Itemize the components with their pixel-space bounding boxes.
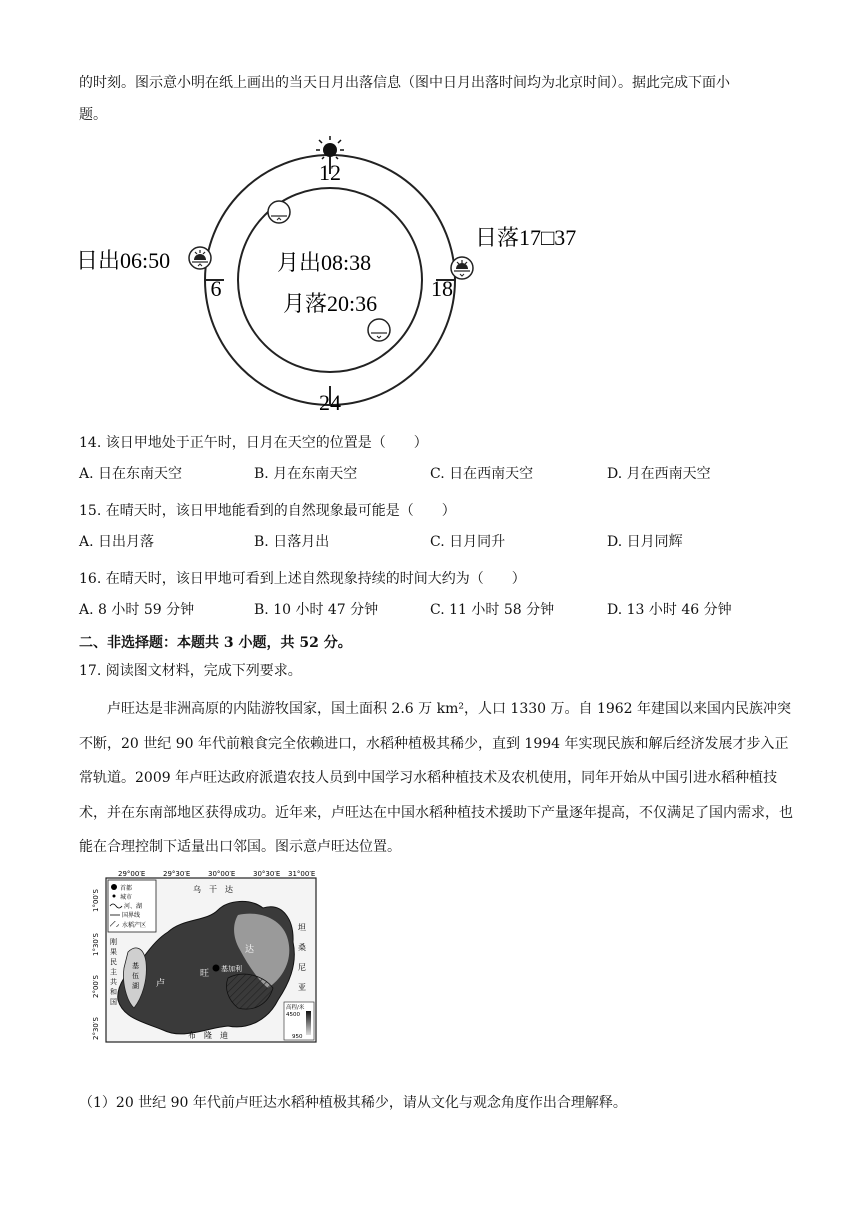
moonset-icon	[368, 319, 390, 341]
section-2-heading: 二、非选择题：本题共 3 小题，共 52 分。	[79, 635, 352, 651]
question-17-stem: 17. 阅读图文材料，完成下列要求。	[79, 663, 302, 679]
label-kigali: 基加利	[221, 965, 242, 973]
svg-text:伍: 伍	[132, 972, 139, 980]
lon-label-1: 29°00′E	[118, 870, 146, 878]
q16-option-b[interactable]: B. 10 小时 47 分钟	[254, 602, 379, 618]
lon-label-4: 30°30′E	[253, 870, 281, 878]
sun-moon-diagram	[70, 134, 630, 416]
intro-line-2: 题。	[79, 107, 107, 123]
q14-option-c[interactable]: C. 日在西南天空	[430, 466, 534, 482]
label-rwanda-1: 达	[245, 945, 255, 955]
lon-label-5: 31°00′E	[288, 870, 316, 878]
moonrise-icon	[268, 201, 290, 223]
lat-label-4: 2°30′S	[92, 1017, 100, 1040]
q15-option-b[interactable]: B. 日落月出	[254, 534, 330, 550]
moonset-label: 月落20:36	[283, 291, 378, 316]
moon-orbit-circle	[238, 188, 422, 372]
sunrise-icon	[189, 247, 211, 269]
legend-city-icon	[113, 895, 116, 898]
label-lake-kivu	[132, 961, 139, 990]
elevation-scale-bar	[306, 1011, 311, 1035]
lat-label-3: 2°00′S	[92, 975, 100, 998]
lon-label-3: 30°00′E	[208, 870, 236, 878]
rwanda-location-map	[88, 870, 320, 1046]
hour-label-18: 18	[431, 276, 453, 301]
question-15-stem: 15. 在晴天时，该日甲地能看到的自然现象最可能是（ ）	[79, 503, 456, 519]
question-17-sub-1: （1）20 世纪 90 年代前卢旺达水稻种植极其稀少，请从文化与观念角度作出合理解释。	[79, 1095, 627, 1111]
sunset-icon	[451, 257, 473, 279]
sunrise-label: 日出06:50	[76, 248, 171, 273]
svg-text:基: 基	[132, 962, 139, 970]
label-uganda: 乌 干 达	[193, 885, 233, 894]
svg-text:尼: 尼	[298, 963, 306, 972]
lon-label-2: 29°30′E	[163, 870, 191, 878]
q14-option-d[interactable]: D. 月在西南天空	[607, 466, 711, 482]
sunset-label: 日落17□37	[475, 225, 577, 250]
question-17-passage: 卢旺达是非洲高原的内陆游牧国家，国土面积 2.6 万 km²，人口 1330 万。自 1962 年建国以来国内民族冲突不断，20 世纪 90 年代前粮食完全依赖进口，水稻种植极其稀少，直到 1994 年实现民族和解后经济发展才步入正常轨道。2009 年卢旺达政府派遣农技人员到中国学习水稻种植技术及农机使用，同年开始从中国引进水稻种植技术，并在东南部地区获得成功。近年来，卢旺达在中国水稻种植技术援助下产量逐年提高，不仅满足了国内需求，也能在合理控制下适量出口邻国。图示意卢旺达位置。	[79, 701, 793, 856]
lat-label-2: 1°30′S	[92, 933, 100, 956]
svg-text:主: 主	[110, 968, 117, 976]
question-16-stem: 16. 在晴天时，该日甲地可看到上述自然现象持续的时间大约为（ ）	[79, 571, 526, 587]
q15-option-a[interactable]: A. 日出月落	[79, 534, 155, 550]
svg-text:亚: 亚	[298, 983, 306, 992]
svg-text:刚: 刚	[110, 938, 117, 946]
svg-text:共: 共	[110, 978, 117, 986]
legend-capital-icon	[111, 884, 117, 890]
q14-option-a[interactable]: A. 日在东南天空	[79, 466, 183, 482]
question-14-stem: 14. 该日甲地处于正午时，日月在天空的位置是（ ）	[79, 435, 428, 451]
q16-option-d[interactable]: D. 13 小时 46 分钟	[607, 602, 732, 618]
svg-text:果: 果	[110, 948, 117, 956]
label-rwanda-2: 旺	[200, 969, 210, 979]
q16-option-a[interactable]: A. 8 小时 59 分钟	[79, 602, 195, 618]
label-burundi: 布 隆 迪	[188, 1031, 228, 1040]
legend-rice: 水稻产区	[122, 922, 147, 929]
svg-text:坦: 坦	[298, 923, 306, 932]
label-rwanda-3: 卢	[156, 979, 166, 989]
legend-rice-icon	[110, 921, 119, 927]
elevation-max: 4500	[286, 1012, 300, 1018]
elevation-min: 950	[292, 1034, 303, 1040]
intro-line-1: 的时刻。图示意小明在纸上画出的当天日月出落信息（图中日月出落时间均为北京时间）。据此完成下面小	[79, 75, 730, 91]
q15-option-c[interactable]: C. 日月同升	[430, 534, 506, 550]
q16-option-c[interactable]: C. 11 小时 58 分钟	[430, 602, 555, 618]
question-16-options	[79, 599, 799, 627]
svg-text:民: 民	[110, 958, 117, 966]
label-drc	[110, 937, 117, 1006]
hour-label-6: 6	[210, 276, 222, 301]
capital-marker-icon	[213, 965, 220, 972]
q14-option-b[interactable]: B. 月在东南天空	[254, 466, 358, 482]
elevation-title: 高程/米	[286, 1005, 305, 1011]
svg-text:湖: 湖	[132, 982, 139, 990]
hour-label-12: 12	[319, 160, 341, 185]
legend-border: 国界线	[122, 912, 141, 919]
question-15-options	[79, 531, 799, 559]
question-14-options	[79, 463, 799, 491]
q15-option-d[interactable]: D. 日月同辉	[607, 534, 683, 550]
sun-orbit-circle	[205, 155, 455, 405]
legend-city: 城市	[120, 894, 133, 901]
hour-label-24: 24	[319, 390, 341, 415]
svg-text:国: 国	[110, 998, 117, 1006]
svg-text:桑: 桑	[298, 943, 306, 952]
legend-capital: 首都	[120, 885, 133, 892]
lat-label-1: 1°00′S	[92, 889, 100, 912]
moonrise-label: 月出08:38	[277, 250, 372, 275]
legend-river-lake: 河、湖	[124, 903, 143, 910]
svg-text:和: 和	[110, 988, 117, 996]
